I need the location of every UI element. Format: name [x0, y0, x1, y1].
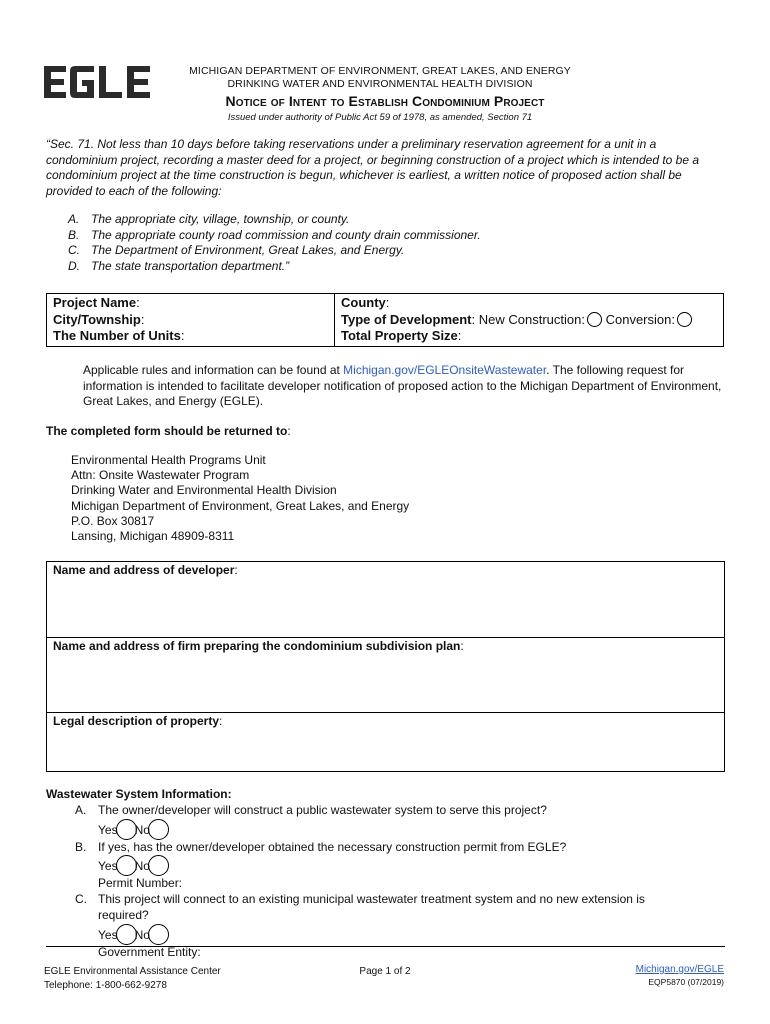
project-name-label: Project Name	[53, 295, 137, 310]
q-a-yes-radio[interactable]	[116, 819, 137, 840]
new-construction-radio[interactable]	[587, 312, 602, 327]
project-info-right	[335, 294, 723, 346]
return-heading: The completed form should be returned to:	[46, 424, 291, 438]
type-of-development-label: Type of Development	[341, 311, 472, 327]
return-heading-text: The completed form should be returned to	[46, 424, 288, 438]
list-text: The appropriate county road commission and county drain commissioner.	[91, 227, 481, 242]
footer-contact	[44, 965, 221, 993]
yes-label: Yes	[98, 927, 118, 942]
egle-logo	[42, 64, 154, 100]
list-letter: C.	[68, 243, 80, 257]
info-text-after: . The following request for information is intended to facilitate developer notification of proposed action to the Michigan Department of Environment, Great Lakes, and Energy (EGLE).	[83, 363, 722, 408]
yes-label: Yes	[98, 822, 118, 837]
address-line: Drinking Water and Environmental Health Division	[71, 483, 337, 498]
wastewater-section	[46, 787, 725, 959]
footer-right	[636, 963, 724, 989]
developer-field[interactable]: Name and address of developer:	[46, 561, 725, 637]
telephone: Telephone: 1-800-662-9278	[44, 980, 167, 991]
question-letter: C.	[75, 892, 87, 907]
government-entity-field[interactable]: Government Entity:	[98, 944, 201, 959]
conversion-radio[interactable]	[677, 312, 692, 327]
list-text: The state transportation department.”	[91, 258, 290, 273]
new-construction-label: New Construction:	[478, 311, 585, 327]
page-number: Page 1 of 2	[359, 966, 411, 977]
question-text: If yes, has the owner/developer obtained the necessary construction permit from EGLE?	[98, 839, 567, 854]
address-line: Lansing, Michigan 48909-8311	[71, 529, 235, 544]
question-b	[46, 840, 725, 856]
assistance-center-name: EGLE Environmental Assistance Center	[44, 966, 221, 977]
permit-number-field[interactable]: Permit Number:	[98, 876, 183, 891]
q-c-yes-radio[interactable]	[116, 924, 137, 945]
form-title: Notice of Intent to Establish Condominium Project	[225, 93, 545, 109]
list-item	[68, 212, 481, 228]
wastewater-heading: Wastewater System Information:	[46, 787, 232, 801]
question-text: This project will connect to an existing municipal wastewater treatment system and no new extension is required?	[98, 892, 645, 922]
project-info-left	[47, 294, 335, 346]
yes-label: Yes	[98, 859, 118, 874]
firm-field[interactable]: Name and address of firm preparing the condominium subdivision plan:	[46, 637, 725, 712]
type-of-development-field: Type of Development: New Construction: Conversion:	[341, 312, 717, 329]
list-letter: A.	[68, 212, 80, 226]
total-property-size-label: Total Property Size	[341, 328, 458, 343]
question-letter: A.	[75, 802, 87, 817]
q-b-no-radio[interactable]	[148, 855, 169, 876]
project-name-field[interactable]: Project Name:	[53, 295, 140, 310]
address-line: P.O. Box 30817	[71, 513, 155, 528]
legal-description-field[interactable]: Legal description of property:	[46, 712, 725, 772]
question-a-options	[46, 819, 725, 840]
number-of-units-label: The Number of Units	[53, 328, 181, 343]
q-c-no-radio[interactable]	[148, 924, 169, 945]
city-township-label: City/Township	[53, 311, 141, 327]
legal-description-label: Legal description of property	[53, 714, 220, 728]
list-item	[68, 243, 481, 259]
county-label: County	[341, 295, 386, 310]
developer-label: Name and address of developer	[53, 563, 235, 577]
question-c	[46, 892, 725, 924]
division-name: DRINKING WATER AND ENVIRONMENTAL HEALTH DIVISION	[227, 78, 533, 90]
agency-name: MICHIGAN DEPARTMENT OF ENVIRONMENT, GREAT LAKES, AND ENERGY	[189, 65, 571, 77]
form-id: EQP5870 (07/2019)	[648, 977, 724, 987]
county-field[interactable]: County:	[341, 295, 390, 310]
question-letter: B.	[75, 839, 87, 854]
info-text-before: Applicable rules and information can be found at	[83, 363, 344, 377]
authority-statement: Issued under authority of Public Act 59 of 1978, as amended, Section 71	[227, 112, 533, 123]
list-item	[68, 259, 481, 275]
city-township-field[interactable]: City/Township:	[53, 311, 145, 327]
no-label: No	[134, 859, 150, 874]
info-paragraph	[83, 363, 723, 410]
address-line: Attn: Onsite Wastewater Program	[71, 468, 250, 483]
question-c-options	[46, 924, 725, 945]
q-b-yes-radio[interactable]	[116, 855, 137, 876]
list-text: The appropriate city, village, township, or county.	[91, 212, 350, 226]
egle-link[interactable]: Michigan.gov/EGLE	[635, 964, 724, 975]
total-property-size-field[interactable]: Total Property Size:	[341, 328, 462, 343]
question-a	[46, 803, 725, 819]
list-letter: D.	[68, 258, 80, 273]
no-label: No	[134, 822, 150, 837]
address-line: Environmental Health Programs Unit	[71, 453, 266, 467]
conversion-label: Conversion:	[605, 311, 675, 327]
list-item	[68, 228, 481, 244]
project-info-table	[46, 293, 724, 347]
q-a-no-radio[interactable]	[148, 819, 169, 840]
address-line: Michigan Department of Environment, Great Lakes, and Energy	[71, 498, 410, 513]
question-b-options	[46, 855, 725, 876]
statute-quote: “Sec. 71. Not less than 10 days before taking reservations under a preliminary reservation agreement for a unit in a condominium project, recording a master deed for a project, or beginning construction of a project which is intended to be a condominium project at the time construction is begun, whichever is earliest, a written notice of proposed action shall be provided to each of the following:	[46, 137, 700, 198]
return-address	[71, 453, 409, 544]
statute-list	[68, 212, 481, 274]
firm-label: Name and address of firm preparing the condominium subdivision plan	[53, 639, 461, 653]
number-of-units-field[interactable]: The Number of Units:	[53, 328, 185, 343]
no-label: No	[134, 927, 150, 942]
onsite-wastewater-link[interactable]: Michigan.gov/EGLEOnsiteWastewater	[343, 363, 547, 377]
question-text: The owner/developer will construct a public wastewater system to serve this project?	[98, 802, 547, 817]
list-letter: B.	[68, 227, 80, 242]
list-text: The Department of Environment, Great Lakes, and Energy.	[91, 243, 405, 257]
